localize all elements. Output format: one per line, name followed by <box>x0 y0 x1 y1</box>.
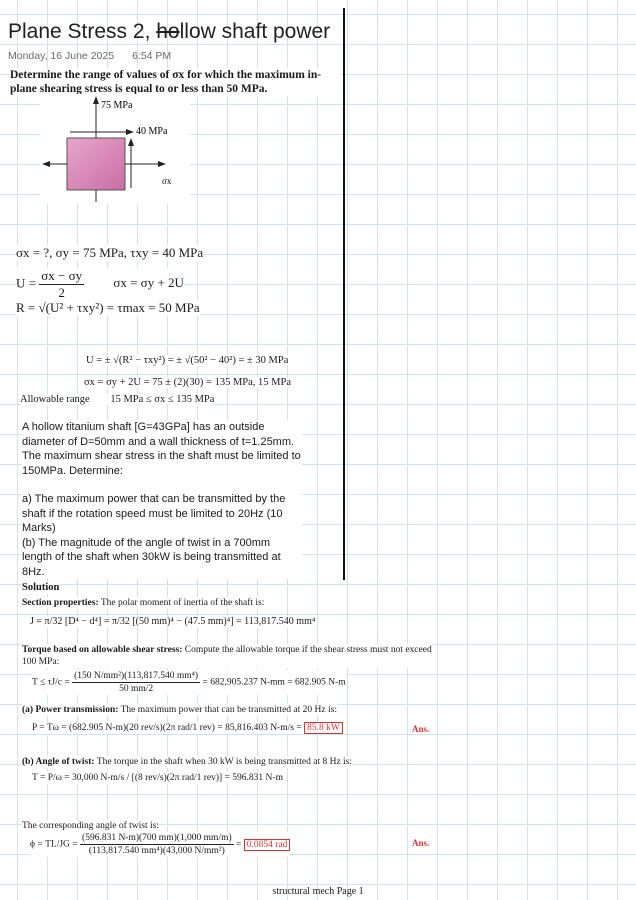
problem1-u-equation <box>16 268 184 301</box>
u-lhs: U = <box>16 275 36 291</box>
problem1-given: σx = ?, σy = 75 MPa, τxy = 40 MPa <box>16 245 204 260</box>
twist-label: (b) Angle of twist: <box>22 757 95 767</box>
j-equation: J = π/32 [D⁴ − d⁴] = π/32 [(50 mm)⁴ − (47.5 mm)⁴] = 113,817.540 mm⁴ <box>30 616 316 627</box>
power-block <box>22 704 337 716</box>
phi-denominator: (113,817.540 mm⁴)(43,000 N/mm²) <box>88 846 225 856</box>
answer-label-b: Ans. <box>412 838 430 848</box>
problem2-block <box>22 420 302 579</box>
problem1-sigma-x-values: σx = σy + 2U = 75 ± (2)(30) = 135 MPa, 15 MPa <box>84 377 292 388</box>
torque-label: Torque based on allowable shear stress: <box>22 645 183 655</box>
title-prefix: Plane Stress 2, <box>8 20 157 43</box>
problem1-range <box>20 394 214 405</box>
u-denominator: 2 <box>58 285 65 300</box>
range-value: 15 MPa ≤ σx ≤ 135 MPa <box>110 394 215 405</box>
phi-fraction <box>80 832 234 857</box>
problem1-text: Determine the range of values of σx for which the maximum in-plane shearing stress is equal to or less than 50 MPa. <box>10 68 340 96</box>
section-label: Section properties: <box>22 598 99 608</box>
note-date: Monday, 16 June 2025 <box>8 50 115 62</box>
power-label: (a) Power transmission: <box>22 705 119 715</box>
sigma-x-relation: σx = σy + 2U <box>113 275 184 291</box>
torque-block <box>22 644 432 668</box>
u-fraction <box>39 268 84 301</box>
phi-lhs: ϕ = TL/JG = <box>30 839 78 850</box>
problem2-part-b: (b) The magnitude of the angle of twist in a 700mm length of the shaft when 30kW is being transmitted at 8Hz. <box>22 536 281 578</box>
range-label: Allowable range <box>20 394 90 405</box>
u-numerator: σx − σy <box>41 268 83 283</box>
t-lhs: T ≤ τJ/c = <box>32 677 70 688</box>
p-answer-box: 85.8 kW <box>304 722 343 734</box>
page-footer: structural mech Page 1 <box>272 886 364 897</box>
twist-text: The torque in the shaft when 30 kW is being transmitted at 8 Hz is: <box>96 757 353 767</box>
note-time: 6:54 PM <box>132 50 172 62</box>
answer-label-a: Ans. <box>412 724 430 734</box>
title-suffix: llow shaft power <box>179 20 331 43</box>
label-sigma-x: σx <box>162 176 172 186</box>
page-title <box>8 20 330 44</box>
title-struck: ho <box>156 20 180 43</box>
t-numerator: (150 N/mm²)(113,817.540 mm⁴) <box>74 671 199 681</box>
label-sigma-y: 75 MPa <box>101 100 133 111</box>
problem1-u-value: U = ± √(R² − τxy²) = ± √(50² − 40²) = ± 30 MPa <box>86 355 289 366</box>
phi-answer-box: 0.0854 rad <box>244 839 291 851</box>
t-rhs: = 682,905.237 N-mm = 682.905 N-m <box>202 677 346 688</box>
ink-divider-line <box>343 8 345 580</box>
problem1-r-equation: R = √(U² + τxy²) = τmax = 50 MPa <box>16 300 200 315</box>
t-fraction <box>72 670 200 695</box>
t-denominator: 50 mm/2 <box>119 684 154 694</box>
t2-equation: T = P/ω = 30,000 N-m/s / [(8 rev/s)(2π rad/1 rev)] = 596.831 N-m <box>32 773 283 783</box>
torque-equation <box>32 670 346 695</box>
p-equation-text: P = Tω = (682.905 N-m)(20 rev/s)(2π rad/1 rev) = 85,816.403 N-m/s = <box>32 723 302 733</box>
problem2-part-a: a) The maximum power that can be transmitted by the shaft if the rotation speed must be limited to 20Hz (10 Marks) <box>22 493 286 534</box>
twist-block <box>22 756 352 768</box>
corresponding-angle-text: The corresponding angle of twist is: <box>22 821 159 831</box>
phi-numerator: (596.831 N-m)(700 mm)(1,000 mm/m) <box>82 833 232 843</box>
power-text: The maximum power that can be transmitted at 20 Hz is: <box>120 705 337 715</box>
stress-element-square <box>67 138 125 190</box>
phi-equation: ϕ = TL/JG = $\frac{(596.831 N-m)(700 mm)(1,000 mm/m)}{\text{(113,817.540 mm⁴)(43,000 N/mm²)}}$ = 0.0854 rad <box>30 832 290 857</box>
power-equation <box>32 722 343 734</box>
section-properties <box>22 597 264 609</box>
problem2-intro: A hollow titanium shaft [G=43GPa] has an outside diameter of D=50mm and a wall thickness of t=1.25mm. The maximum shear stress in the shaft must be limited to 150MPa. Determine: <box>22 421 301 477</box>
note-timestamp <box>8 50 171 62</box>
solution-heading: Solution <box>22 582 60 593</box>
section-text: The polar moment of inertia of the shaft is: <box>100 598 265 608</box>
stress-element-figure <box>40 94 190 204</box>
label-tau: 40 MPa <box>136 126 168 137</box>
torque-text: Compute the allowable torque if the shear stress must not exceed 100 MPa: <box>22 645 432 667</box>
